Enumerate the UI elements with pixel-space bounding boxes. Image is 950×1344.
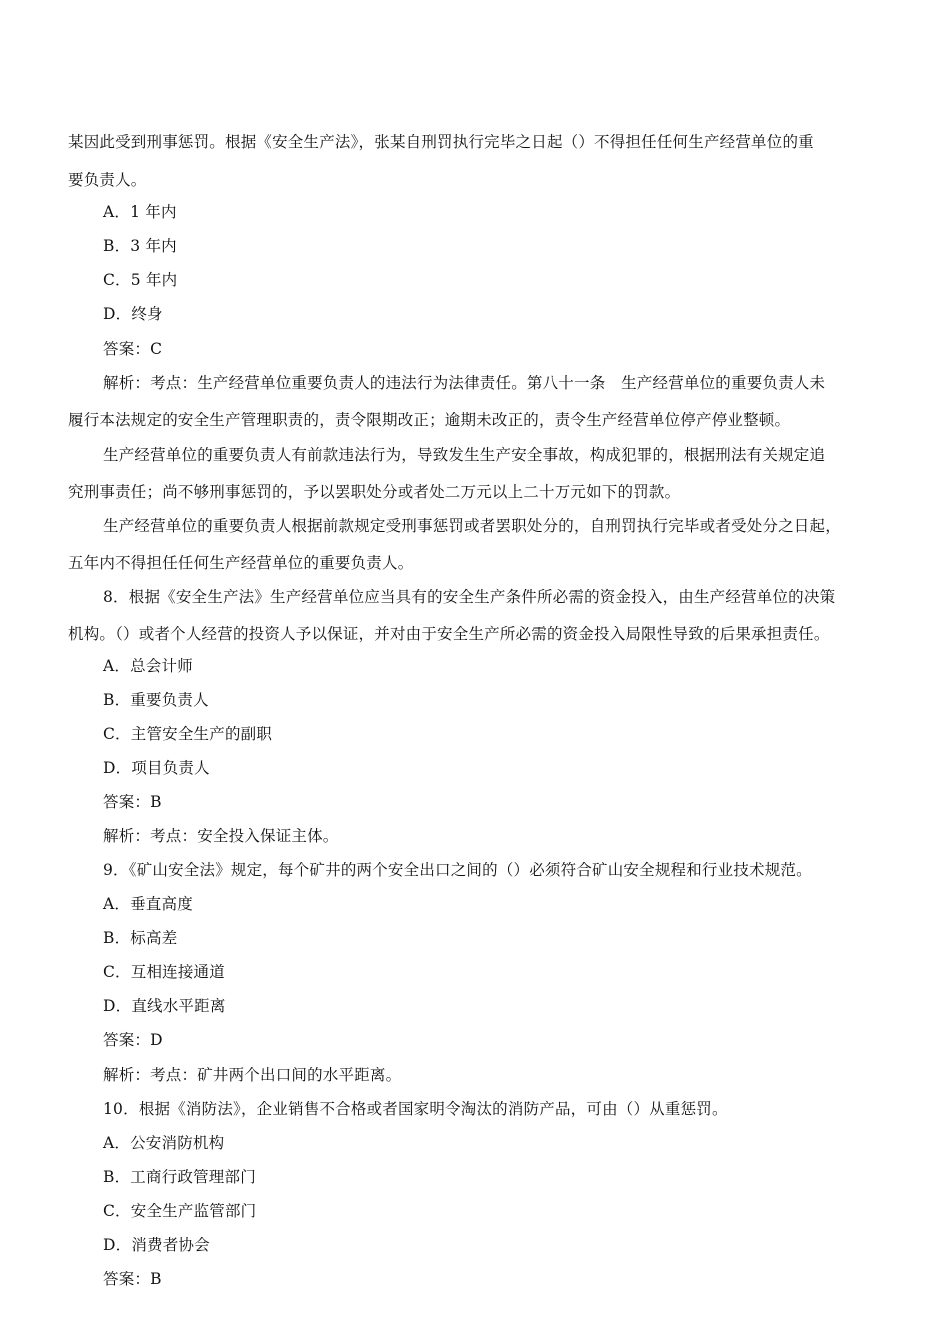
q9-option-b: B．标高差 [103,929,178,947]
q7-analysis-line1: 解析：考点：生产经营单位重要负责人的违法行为法律责任。第八十一条 生产经营单位的重要负责人未 [103,374,826,392]
q8-option-b: B．重要负责人 [103,691,209,709]
q7-option-c: C．5 年内 [103,271,178,289]
q10-option-d: D．消费者协会 [103,1236,210,1254]
q10-answer: 答案：B [103,1270,162,1288]
q7-option-d: D．终身 [103,305,163,323]
q9-analysis: 解析：考点：矿井两个出口间的水平距离。 [103,1066,402,1084]
q9-option-a: A．垂直高度 [103,895,193,913]
q8-stem-line1: 8．根据《安全生产法》生产经营单位应当具有的安全生产条件所必需的资金投入，由生产经营单位的决策 [103,588,836,606]
q7-analysis-line5: 生产经营单位的重要负责人根据前款规定受刑事惩罚或者罢职处分的，自刑罚执行完毕或者受处分之日起， [103,517,841,535]
q7-option-a: A．1 年内 [103,203,177,221]
q10-stem: 10．根据《消防法》，企业销售不合格或者国家明令淘汰的消防产品，可由（）从重惩罚。 [103,1100,728,1118]
q8-analysis: 解析：考点：安全投入保证主体。 [103,827,339,845]
q9-answer: 答案：D [103,1031,163,1049]
q10-option-a: A．公安消防机构 [103,1134,225,1152]
q8-stem-line2: 机构。（）或者个人经营的投资人予以保证，并对由于安全生产所必需的资金投入局限性导致的后果承担责任。 [68,625,830,643]
q7-analysis-line6: 五年内不得担任任何生产经营单位的重要负责人。 [68,554,414,572]
q7-stem-line2: 要负责人。 [68,171,147,189]
q8-answer: 答案：B [103,793,162,811]
q9-option-d: D．直线水平距离 [103,997,226,1015]
q8-option-a: A．总会计师 [103,657,193,675]
q9-stem: 9．《矿山安全法》规定，每个矿井的两个安全出口之间的（）必须符合矿山安全规程和行业技术规范。 [103,861,812,879]
q8-option-d: D．项目负责人 [103,759,210,777]
q10-option-c: C．安全生产监管部门 [103,1202,257,1220]
q9-option-c: C．互相连接通道 [103,963,225,981]
q7-analysis-line2: 履行本法规定的安全生产管理职责的，责令限期改正；逾期未改正的，责令生产经营单位停产停业整顿。 [68,411,791,429]
q7-option-b: B．3 年内 [103,237,177,255]
q10-option-b: B．工商行政管理部门 [103,1168,256,1186]
q7-stem-line1: 某因此受到刑事惩罚。根据《安全生产法》，张某自刑罚执行完毕之日起（）不得担任任何生产经营单位的重 [68,133,814,151]
q7-analysis-line3: 生产经营单位的重要负责人有前款违法行为，导致发生生产安全事故，构成犯罪的，根据刑法有关规定追 [103,446,826,464]
q7-analysis-line4: 究刑事责任；尚不够刑事惩罚的，予以罢职处分或者处二万元以上二十万元如下的罚款。 [68,483,681,501]
q7-answer: 答案：C [103,340,163,358]
q8-option-c: C．主管安全生产的副职 [103,725,273,743]
